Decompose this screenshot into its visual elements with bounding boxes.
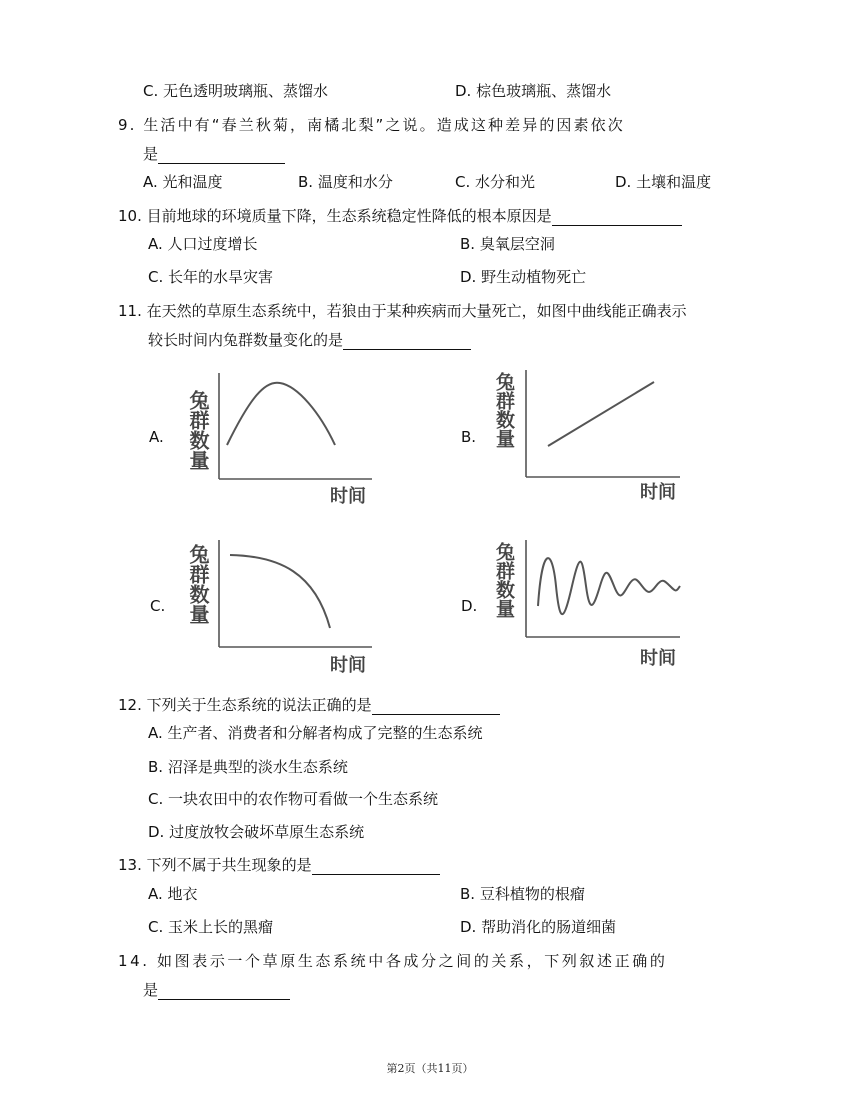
chart-a [180, 368, 380, 510]
q12-stem: 12. 下列关于生态系统的说法正确的是 [118, 695, 500, 715]
q9-option-c: C. 水分和光 [455, 173, 536, 191]
chart-c-option-label: C. [150, 597, 166, 615]
q13-option-a: A. 地衣 [148, 885, 198, 903]
q12-option-d: D. 过度放牧会破坏草原生态系统 [148, 823, 365, 841]
answer-blank [372, 698, 500, 715]
chart-d [490, 536, 690, 678]
answer-blank [312, 858, 440, 875]
q9-option-b: B. 温度和水分 [298, 173, 393, 191]
chart-c [180, 538, 380, 680]
q10-option-c: C. 长年的水旱灾害 [148, 268, 274, 286]
chart-c-xlabel: 时间 [330, 655, 366, 676]
chart-a-ylabel: 兔群数量 [186, 390, 210, 470]
chart-b-ylabel: 兔群数量 [493, 372, 515, 448]
q11-stem-line1: 11. 在天然的草原生态系统中，若狼由于某种疾病而大量死亡，如图中曲线能正确表示 [118, 302, 687, 320]
q13-option-b: B. 豆科植物的根瘤 [460, 885, 585, 903]
q9-option-d: D. 土壤和温度 [615, 173, 712, 191]
chart-b-curve [548, 382, 654, 446]
q9-stem-line2: 是 [143, 144, 285, 164]
q13-stem: 13. 下列不属于共生现象的是 [118, 855, 440, 875]
q9-option-a: A. 光和温度 [143, 173, 223, 191]
chart-c-curve [230, 555, 330, 628]
answer-blank [158, 983, 290, 1000]
chart-a-curve [227, 383, 335, 445]
chart-d-curve [538, 558, 680, 614]
q10-option-d: D. 野生动植物死亡 [460, 268, 587, 286]
chart-d-ylabel: 兔群数量 [493, 542, 515, 618]
q14-stem-line1: 14. 如图表示一个草原生态系统中各成分之间的关系，下列叙述正确的 [118, 952, 668, 970]
page-footer: 第2页（共11页） [386, 1062, 474, 1075]
q12-option-a: A. 生产者、消费者和分解者构成了完整的生态系统 [148, 724, 483, 742]
q12-option-b: B. 沼泽是典型的淡水生态系统 [148, 758, 348, 776]
answer-blank [343, 333, 471, 350]
q10-option-b: B. 臭氧层空洞 [460, 235, 555, 253]
chart-a-option-label: A. [149, 428, 164, 446]
q9-stem-line1: 9. 生活中有“春兰秋菊，南橘北梨”之说。造成这种差异的因素依次 [118, 116, 625, 134]
q10-option-a: A. 人口过度增长 [148, 235, 258, 253]
chart-d-option-label: D. [461, 597, 478, 615]
chart-b-xlabel: 时间 [640, 482, 676, 503]
q8-option-c: C. 无色透明玻璃瓶、蒸馏水 [143, 82, 329, 100]
q10-stem: 10. 目前地球的环境质量下降，生态系统稳定性降低的根本原因是 [118, 206, 682, 226]
q12-option-c: C. 一块农田中的农作物可看做一个生态系统 [148, 790, 439, 808]
chart-d-xlabel: 时间 [640, 648, 676, 669]
answer-blank [552, 209, 682, 226]
q11-stem-line2: 较长时间内兔群数量变化的是 [148, 330, 471, 350]
chart-a-xlabel: 时间 [330, 486, 366, 507]
q14-stem-line2: 是 [143, 980, 290, 1000]
answer-blank [158, 147, 285, 164]
chart-b [490, 366, 690, 508]
chart-b-option-label: B. [461, 428, 477, 446]
q13-option-c: C. 玉米上长的黑瘤 [148, 918, 274, 936]
q8-option-d: D. 棕色玻璃瓶、蒸馏水 [455, 82, 612, 100]
chart-c-ylabel: 兔群数量 [186, 544, 210, 624]
q13-option-d: D. 帮助消化的肠道细菌 [460, 918, 617, 936]
